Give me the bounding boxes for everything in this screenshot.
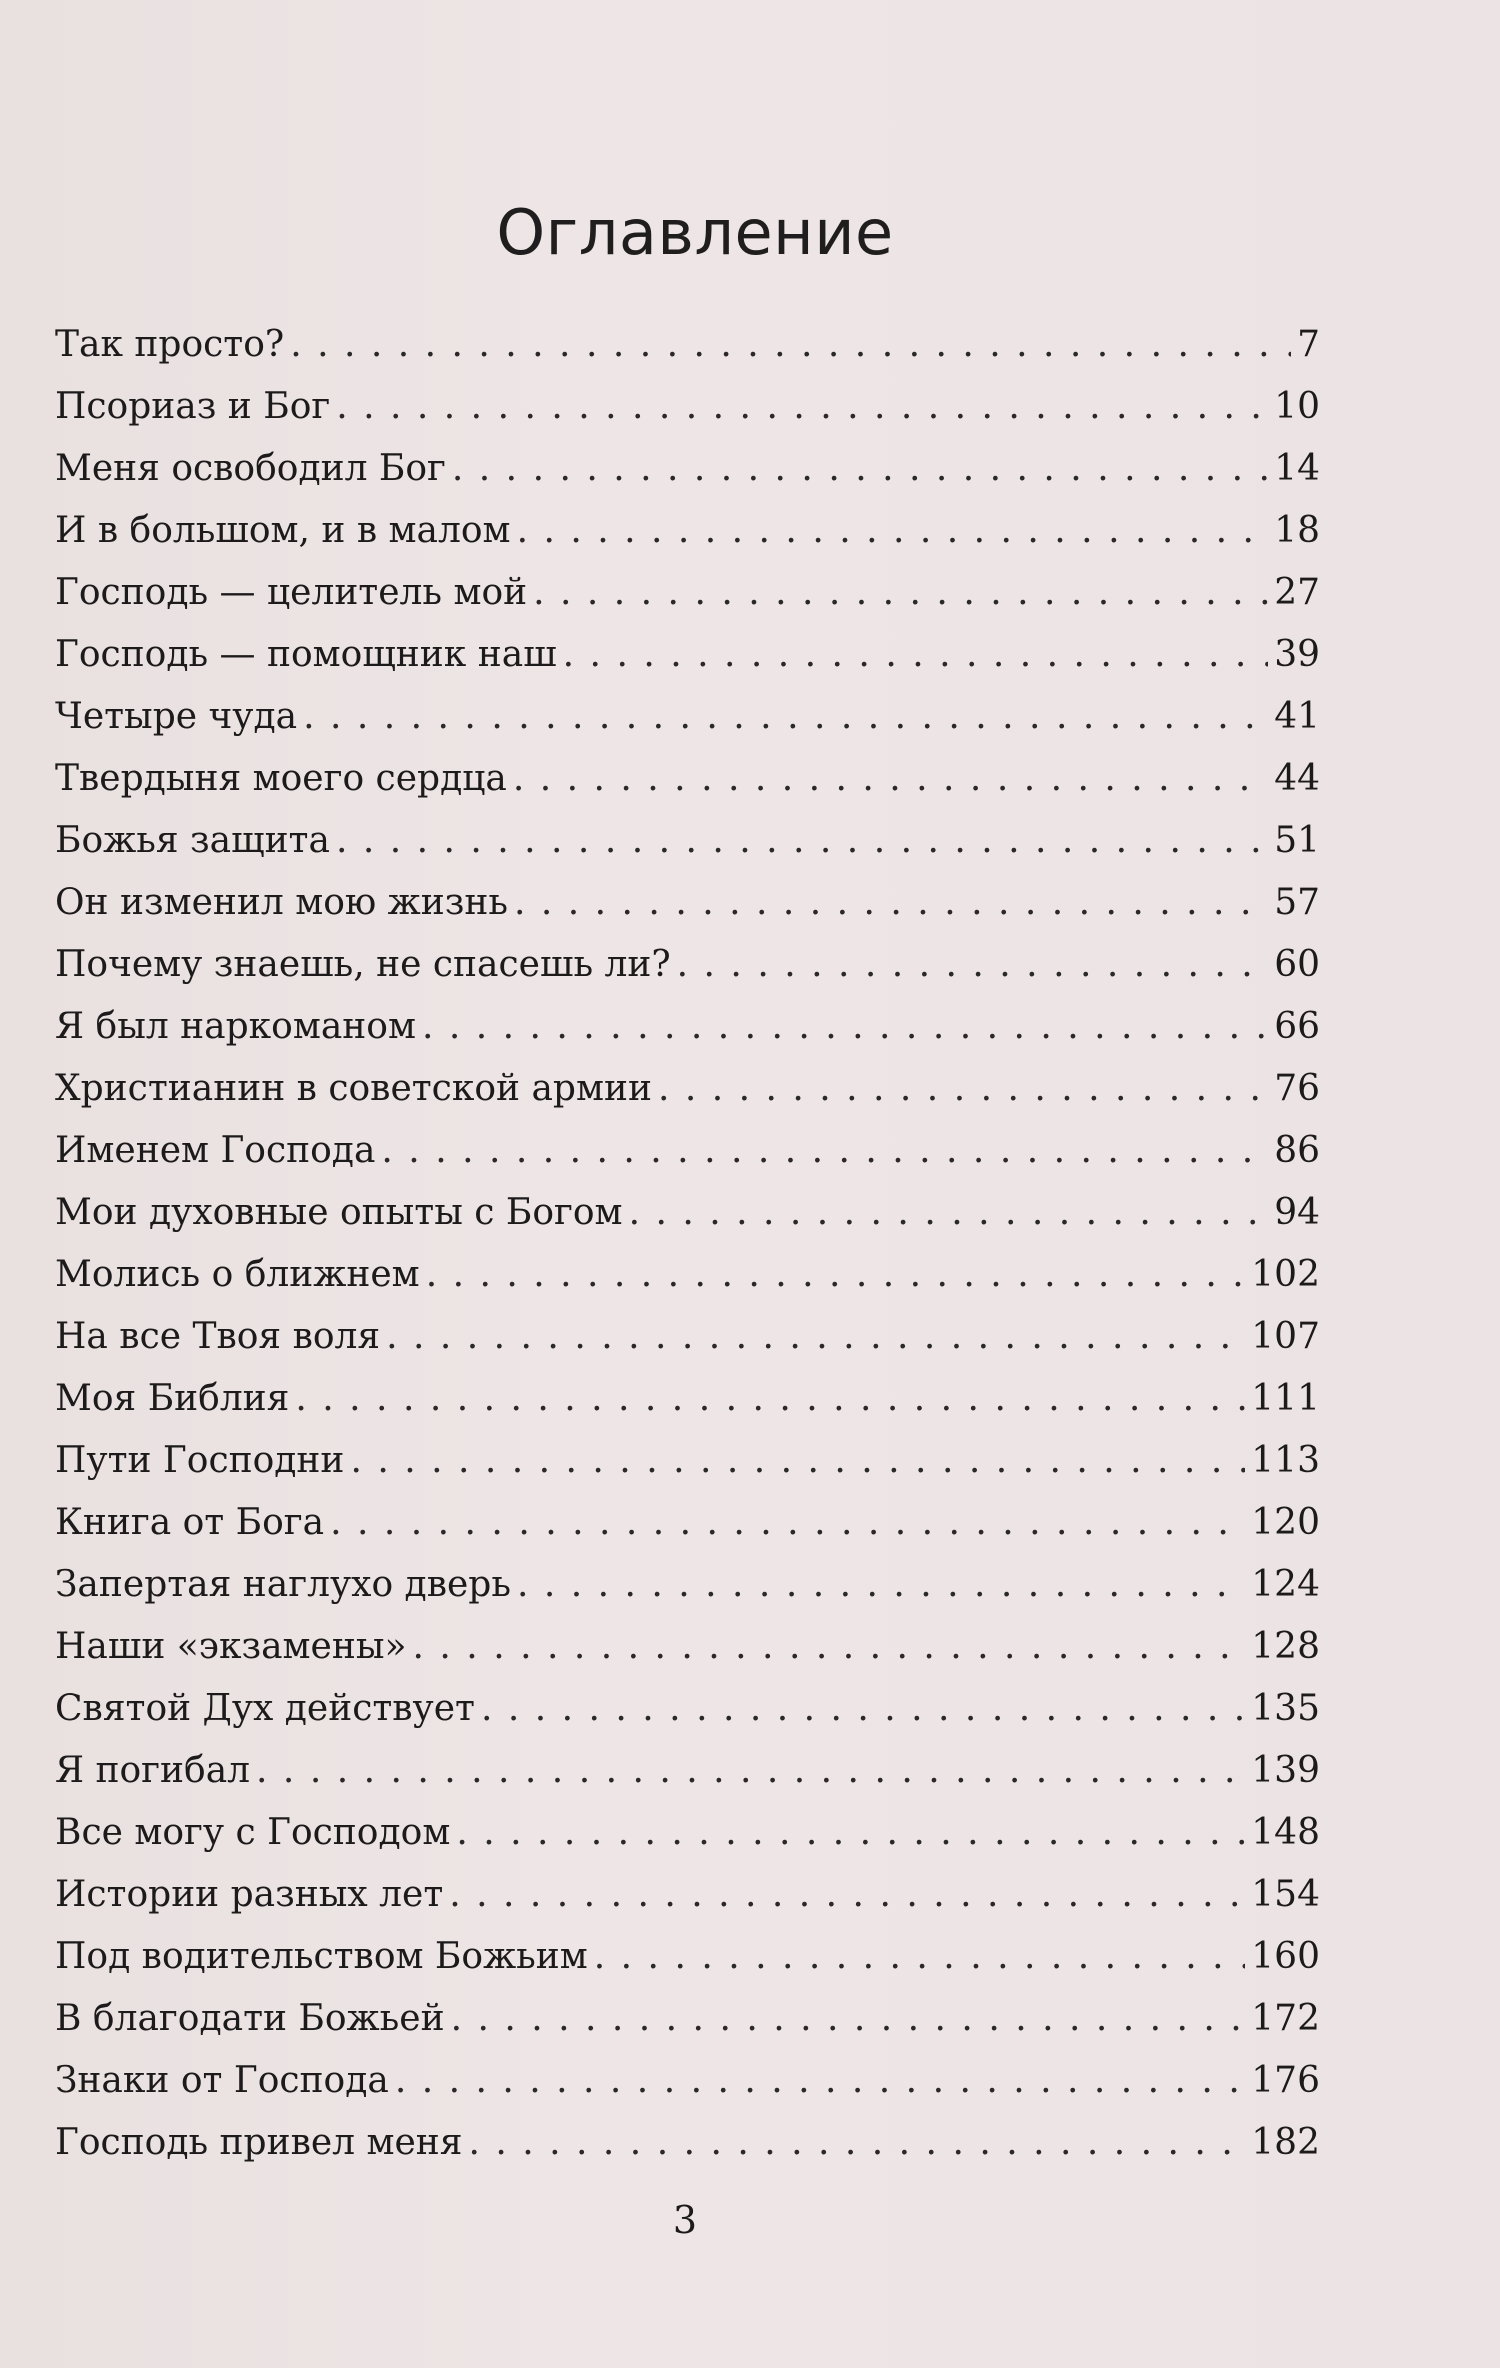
toc-entry-title: Господь — помощник наш: [55, 634, 557, 675]
toc-entry-page: 120: [1251, 1502, 1320, 1543]
toc-entry: [55, 1740, 1320, 1802]
toc-entry: [55, 1058, 1320, 1120]
toc-entry-page: 102: [1251, 1254, 1320, 1295]
toc-entry-title: Христианин в советской армии: [55, 1068, 652, 1109]
toc-entry: [55, 1244, 1320, 1306]
toc-dot-leader: [594, 1926, 1246, 1988]
toc-entry-page: 60: [1274, 944, 1320, 985]
toc-entry-page: 86: [1274, 1130, 1320, 1171]
toc-entry-title: Господь — целитель мой: [55, 572, 528, 613]
toc-entry-title: Так просто?: [55, 324, 285, 365]
toc-dot-leader: [426, 1244, 1246, 1306]
toc-entry-title: Все могу с Господом: [55, 1812, 451, 1853]
toc-dot-leader: [513, 748, 1268, 810]
toc-entry-title: Четыре чуда: [55, 696, 298, 737]
toc-entry-title: Псориаз и Бог: [55, 386, 331, 427]
toc-entry: [55, 1864, 1320, 1926]
toc-entry-page: 154: [1251, 1874, 1320, 1915]
toc-entry-title: В благодати Божьей: [55, 1998, 445, 2039]
toc-entry-title: Наши «экзамены»: [55, 1626, 407, 1667]
toc-entry-page: 148: [1251, 1812, 1320, 1853]
toc-entry-title: Твердыня моего сердца: [55, 758, 507, 799]
toc-entry-page: 39: [1274, 634, 1320, 675]
toc-entry: [55, 1306, 1320, 1368]
toc-entry-title: Мои духовные опыты с Богом: [55, 1192, 623, 1233]
toc-entry: [55, 624, 1320, 686]
toc-entry-page: 41: [1274, 696, 1320, 737]
toc-entry-page: 172: [1251, 1998, 1320, 2039]
toc-dot-leader: [336, 810, 1268, 872]
toc-entry-title: Книга от Бога: [55, 1502, 325, 1543]
toc-dot-leader: [517, 1554, 1245, 1616]
toc-entry-page: 139: [1251, 1750, 1320, 1791]
toc-entry-page: 27: [1274, 572, 1320, 613]
toc-entry: [55, 376, 1320, 438]
table-of-contents: [55, 314, 1320, 2174]
toc-dot-leader: [517, 500, 1269, 562]
toc-dot-leader: [514, 872, 1268, 934]
toc-entry: [55, 2050, 1320, 2112]
toc-entry-title: Я погибал: [55, 1750, 251, 1791]
toc-entry: [55, 748, 1320, 810]
toc-entry-page: 94: [1274, 1192, 1320, 1233]
toc-entry: [55, 1554, 1320, 1616]
toc-entry-page: 182: [1251, 2122, 1320, 2163]
toc-entry: [55, 1368, 1320, 1430]
toc-entry: [55, 934, 1320, 996]
toc-entry-title: Божья защита: [55, 820, 330, 861]
toc-entry-page: 135: [1251, 1688, 1320, 1729]
toc-entry: [55, 562, 1320, 624]
toc-entry-page: 18: [1274, 510, 1320, 551]
toc-entry-title: Пути Господни: [55, 1440, 345, 1481]
toc-dot-leader: [629, 1182, 1269, 1244]
toc-entry-title: Святой Дух действует: [55, 1688, 475, 1729]
toc-entry-title: Почему знаешь, не спасешь ли?: [55, 944, 671, 985]
toc-entry: [55, 872, 1320, 934]
toc-dot-leader: [451, 1988, 1246, 2050]
toc-entry-page: 107: [1251, 1316, 1320, 1357]
toc-dot-leader: [452, 438, 1268, 500]
toc-entry-title: Именем Господа: [55, 1130, 376, 1171]
toc-dot-leader: [481, 1678, 1245, 1740]
toc-entry: [55, 996, 1320, 1058]
toc-entry-page: 10: [1274, 386, 1320, 427]
toc-entry-page: 57: [1274, 882, 1320, 923]
toc-dot-leader: [563, 624, 1269, 686]
toc-dot-leader: [330, 1492, 1245, 1554]
page-number: 3: [672, 2198, 698, 2242]
page-title: Оглавление: [496, 196, 894, 269]
toc-dot-leader: [395, 2050, 1245, 2112]
toc-entry: [55, 500, 1320, 562]
toc-dot-leader: [413, 1616, 1246, 1678]
toc-entry: [55, 1802, 1320, 1864]
toc-dot-leader: [468, 2112, 1245, 2174]
toc-entry: [55, 1926, 1320, 1988]
toc-dot-leader: [677, 934, 1269, 996]
toc-entry-page: 14: [1274, 448, 1320, 489]
toc-dot-leader: [336, 376, 1268, 438]
toc-entry-title: Знаки от Господа: [55, 2060, 389, 2101]
toc-entry-title: Под водительством Божьим: [55, 1936, 588, 1977]
toc-entry-title: И в большом, и в малом: [55, 510, 511, 551]
toc-dot-leader: [381, 1120, 1268, 1182]
toc-entry-page: 7: [1297, 324, 1320, 365]
toc-dot-leader: [290, 314, 1291, 376]
toc-dot-leader: [533, 562, 1268, 624]
toc-dot-leader: [422, 996, 1268, 1058]
toc-entry-title: Он изменил мою жизнь: [55, 882, 508, 923]
toc-entry-title: Запертая наглухо дверь: [55, 1564, 511, 1605]
toc-entry: [55, 1492, 1320, 1554]
toc-entry-page: 160: [1251, 1936, 1320, 1977]
toc-entry-page: 76: [1274, 1068, 1320, 1109]
toc-entry-page: 44: [1274, 758, 1320, 799]
toc-entry-title: Моя Библия: [55, 1378, 290, 1419]
toc-dot-leader: [456, 1802, 1245, 1864]
toc-entry: [55, 2112, 1320, 2174]
toc-dot-leader: [303, 686, 1268, 748]
toc-entry-title: Я был наркоманом: [55, 1006, 416, 1047]
toc-entry-title: Господь привел меня: [55, 2122, 463, 2163]
toc-entry-page: 66: [1274, 1006, 1320, 1047]
toc-entry-title: Истории разных лет: [55, 1874, 444, 1915]
toc-entry-page: 128: [1251, 1626, 1320, 1667]
toc-dot-leader: [658, 1058, 1268, 1120]
toc-entry-page: 51: [1274, 820, 1320, 861]
toc-entry-page: 176: [1251, 2060, 1320, 2101]
toc-entry: [55, 1120, 1320, 1182]
toc-dot-leader: [350, 1430, 1245, 1492]
toc-entry: [55, 314, 1320, 376]
toc-dot-leader: [256, 1740, 1245, 1802]
toc-entry: [55, 1182, 1320, 1244]
toc-entry: [55, 1988, 1320, 2050]
toc-entry-page: 111: [1251, 1378, 1320, 1419]
toc-entry: [55, 686, 1320, 748]
toc-entry-title: Меня освободил Бог: [55, 448, 446, 489]
toc-entry: [55, 810, 1320, 872]
toc-entry: [55, 438, 1320, 500]
toc-entry-title: Молись о ближнем: [55, 1254, 420, 1295]
toc-entry: [55, 1430, 1320, 1492]
toc-entry: [55, 1678, 1320, 1740]
toc-dot-leader: [386, 1306, 1245, 1368]
toc-entry-title: На все Твоя воля: [55, 1316, 381, 1357]
toc-dot-leader: [295, 1368, 1245, 1430]
toc-entry-page: 113: [1251, 1440, 1320, 1481]
toc-dot-leader: [449, 1864, 1245, 1926]
toc-entry: [55, 1616, 1320, 1678]
toc-entry-page: 124: [1251, 1564, 1320, 1605]
